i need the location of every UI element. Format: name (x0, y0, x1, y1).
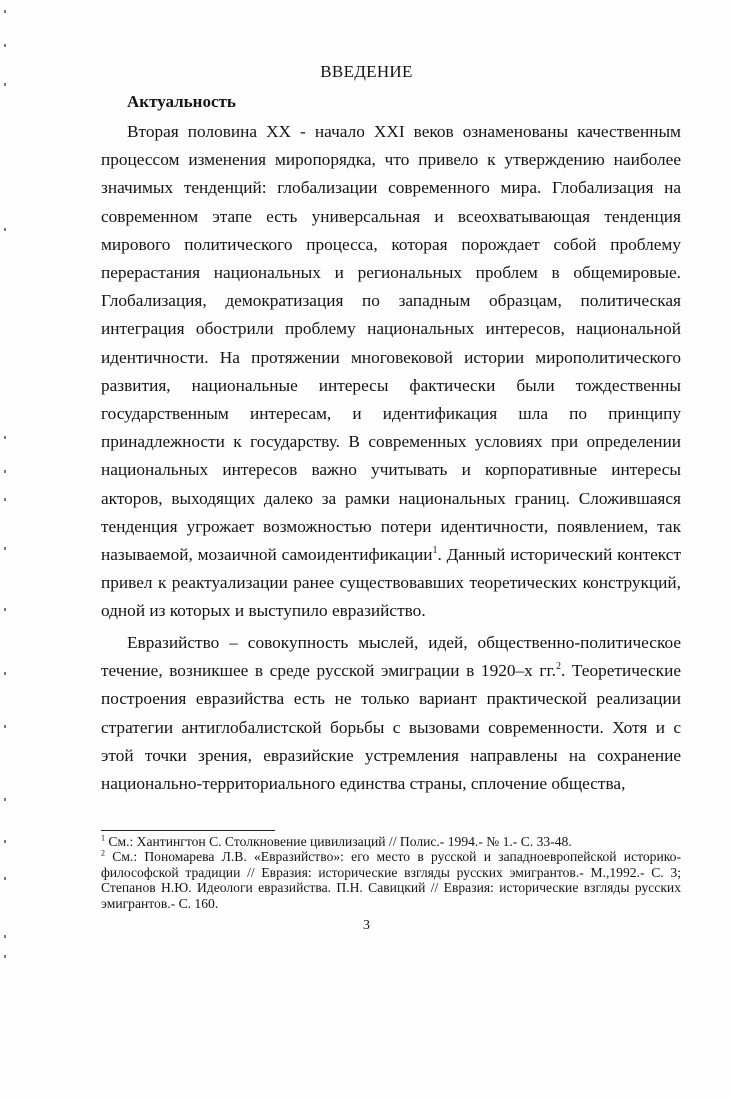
footnote-divider (101, 830, 275, 831)
footnote-2-text: См.: Пономарева Л.В. «Евразийство»: его место в русской и западноевропейской историко-философской традиции // Евразия: исторические взгляды русских эмигрантов.- М.,1992.- С. 3; Степанов Н.Ю. Идеологи евразийства. П.Н. Савицкий // Евразия: исторические взгляды русских эмигрантов.- С. 160. (101, 849, 681, 911)
paragraph-2-text-after: . Теоретические построения евразийства есть не только вариант практической реализации стратегии антиглобалистской борьбы с вызовами современности. Хотя и с этой точки зрения, евразийские устремления направлены на сохранение национально-территориального единства страны, сплочение общества, (101, 661, 681, 794)
scan-speck (4, 436, 6, 439)
footnote-1-text: См.: Хантингтон С. Столкновение цивилизаций // Полис.- 1994.- № 1.- С. 33-48. (105, 834, 572, 849)
scan-speck (4, 725, 6, 728)
scan-speck (4, 877, 6, 880)
paragraph-1 (101, 118, 681, 626)
scan-speck (4, 547, 6, 550)
paragraph-1-text-before: Вторая половина XX - начало XXI веков ознаменованы качественным процессом изменения миропорядка, что привело к утверждению наиболее значимых тенденций: глобализации современного мира. Глобализация на современном этапе есть универсальная и всеохватывающая тенденция мирового политического процесса, которая порождает собой проблему перерастания национальных и региональных проблем в общемировые. Глобализация, демократизация по западным образцам, политическая интеграция обострили проблему национальных интересов, национальной идентичности. На протяжении многовековой истории мирополитического развития, национальные интересы фактически были тождественны государственным интересам, и идентификация шла по принципу принадлежности к государству. В современных условиях при определении национальных интересов важно учитывать и корпоративные интересы акторов, выходящих далеко за рамки национальных границ. Сложившаяся тенденция угрожает возможностью потери идентичности, появлением, так называемой, мозаичной самоидентификации (101, 122, 681, 565)
footnote-marker-2: 2 (101, 848, 105, 858)
scan-speck (4, 798, 6, 801)
scan-speck (4, 498, 6, 501)
footnote-1 (101, 834, 681, 849)
footnote-ref-1[interactable]: 1 (432, 545, 438, 557)
footnote-ref-2[interactable]: 2 (555, 661, 561, 673)
scan-speck (4, 840, 6, 843)
footnotes (101, 834, 681, 911)
scan-speck (4, 10, 6, 13)
section-subheading: Актуальность (127, 92, 236, 111)
scan-speck (4, 608, 6, 611)
scan-speck (4, 228, 6, 231)
scan-speck (4, 83, 6, 86)
scan-speck (4, 470, 6, 473)
paragraph-2-text-before: Евразийство – совокупность мыслей, идей, общественно-политическое течение, возникшее в среде русской эмиграции в 1920–х гг. (101, 633, 681, 681)
scan-speck (4, 935, 6, 938)
scan-speck (4, 672, 6, 675)
page-heading: ВВЕДЕНИЕ (320, 62, 413, 81)
paragraph-2 (101, 629, 681, 798)
scan-speck (4, 44, 6, 47)
paragraph-1-text-after: . Данный исторический контекст привел к реактуализации ранее существовавших теоретических конструкций, одной из которых и выступило евразийство. (101, 545, 681, 621)
scan-speck (4, 955, 6, 958)
footnote-2 (101, 849, 681, 911)
footnote-marker-1: 1 (101, 833, 105, 843)
page-number: 3 (363, 918, 370, 933)
